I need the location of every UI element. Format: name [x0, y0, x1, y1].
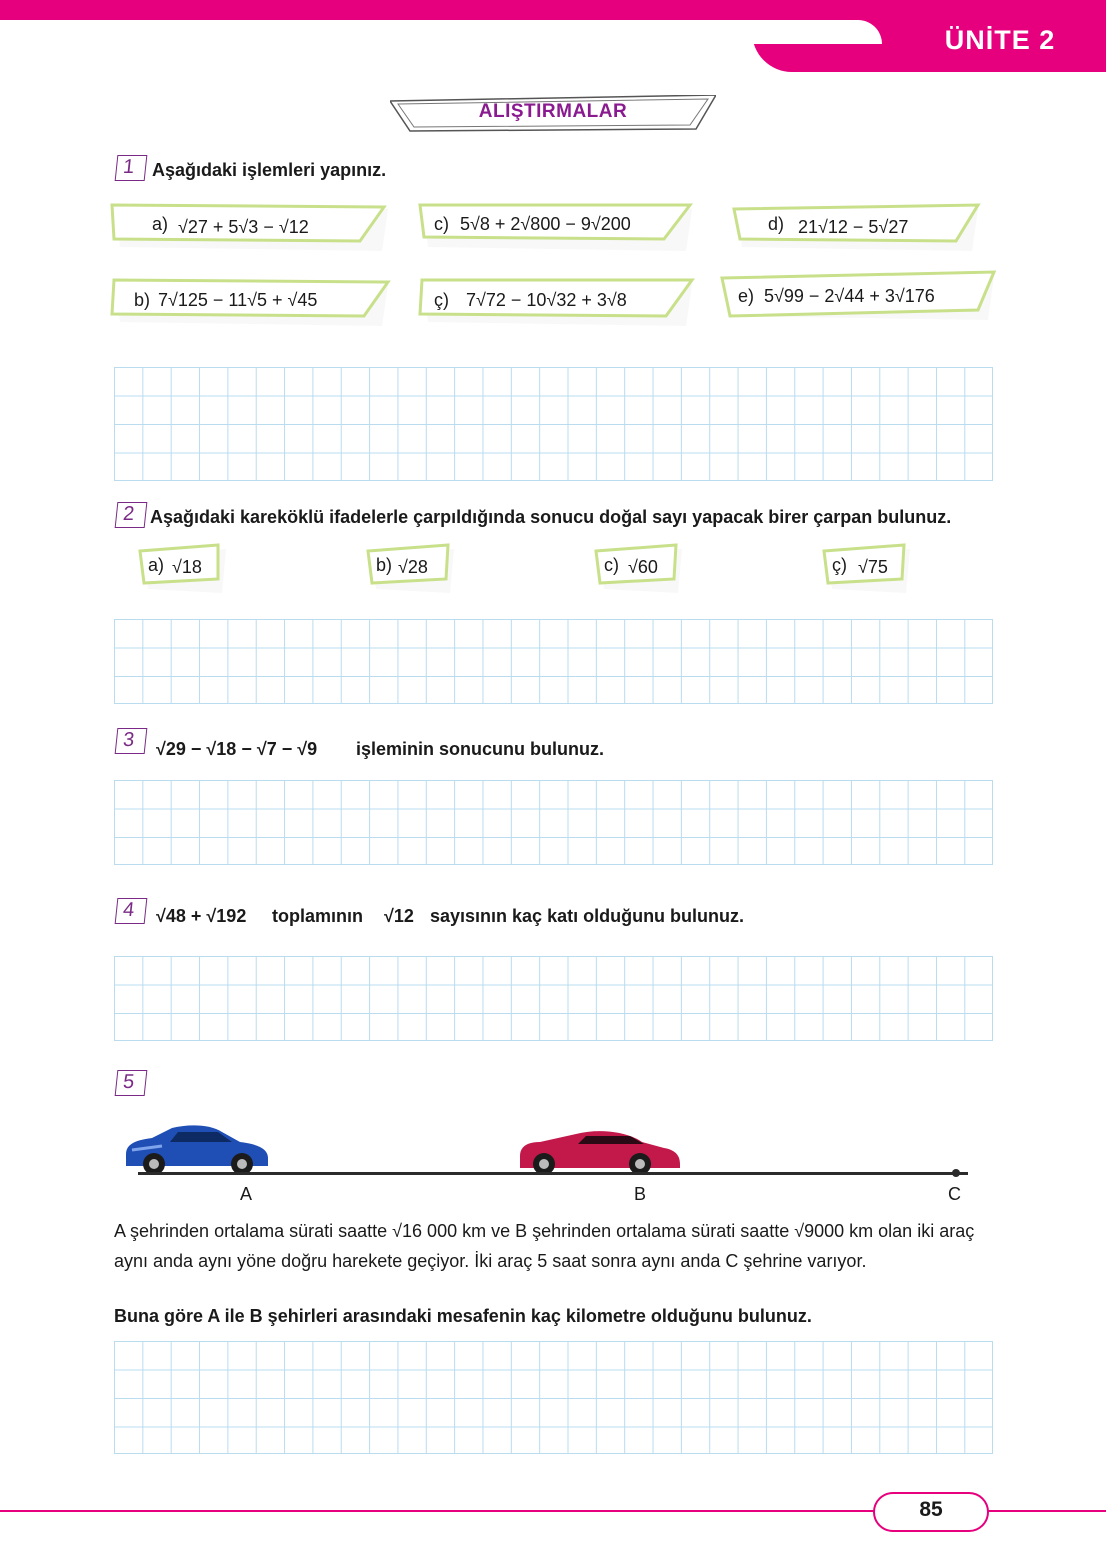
q1-label-d: d) — [768, 214, 785, 234]
answer-grid-3[interactable] — [114, 780, 993, 865]
page-number: 85 — [919, 1498, 943, 1521]
q2-card-a — [140, 545, 226, 583]
point-b-label: B — [634, 1184, 647, 1204]
point-a-label: A — [240, 1184, 253, 1204]
q1-label-c: c) — [434, 214, 449, 234]
q2-label-cc: ç) — [832, 555, 847, 575]
q2-card-c — [596, 545, 682, 583]
red-car-icon — [516, 1128, 682, 1176]
question-number-3: 3 — [115, 728, 148, 754]
q2-label-c: c) — [604, 555, 619, 575]
q1-label-e: e) — [738, 286, 755, 306]
question-4-expression: √48 + √192 — [156, 906, 247, 926]
question-4-expression-2: √12 — [384, 906, 414, 926]
blue-car-icon — [122, 1124, 272, 1176]
q1-card-c — [420, 205, 692, 243]
q2-expr-c: √60 — [628, 557, 658, 577]
q2-card-b — [368, 545, 454, 583]
q1-card-b — [112, 280, 388, 318]
question-3-expression: √29 − √18 − √7 − √9 — [156, 739, 318, 759]
banner-title: ALIŞTIRMALAR — [478, 101, 628, 122]
point-c-label: C — [948, 1184, 961, 1204]
answer-grid-5[interactable] — [114, 1341, 993, 1454]
q1-expr-d: 21√12 − 5√27 — [798, 217, 909, 237]
question-4-text-1: toplamının — [272, 906, 363, 926]
q1-label-cc: ç) — [434, 290, 449, 310]
q1-label-b: b) — [134, 290, 151, 310]
q2-card-cc — [824, 545, 910, 583]
answer-grid-2[interactable] — [114, 619, 993, 704]
question-number-2: 2 — [115, 502, 148, 528]
q1-expr-c: 5√8 + 2√800 − 9√200 — [460, 214, 631, 234]
q2-expr-a: √18 — [172, 557, 202, 577]
q1-expr-e: 5√99 − 2√44 + 3√176 — [764, 286, 935, 306]
q2-label-a: a) — [148, 555, 165, 575]
section-banner — [390, 95, 716, 133]
question-5-question: Buna göre A ile B şehirleri arasındaki mesafenin kaç kilometre olduğunu bulunuz. — [114, 1306, 812, 1326]
q1-card-d — [734, 205, 978, 243]
question-number-4: 4 — [115, 898, 148, 924]
q1-card-cc — [420, 280, 692, 318]
question-4-text-2: sayısının kaç katı olduğunu bulunuz. — [430, 906, 745, 926]
answer-grid-1[interactable] — [114, 367, 993, 481]
answer-grid-4[interactable] — [114, 956, 993, 1041]
question-number-5: 5 — [115, 1070, 148, 1096]
q2-label-b: b) — [376, 555, 393, 575]
unit-tab-notch — [752, 20, 882, 44]
unit-title: ÜNİTE 2 — [944, 25, 1056, 55]
question-2-instruction: Aşağıdaki kareköklü ifadelerle çarpıldığında sonucu doğal sayı yapacak birer çarpan bulunuz. — [150, 507, 952, 527]
q1-expr-cc: 7√72 − 10√32 + 3√8 — [466, 290, 627, 310]
road-line — [138, 1172, 968, 1175]
q1-expr-a: √27 + 5√3 − √12 — [178, 217, 309, 237]
point-c-dot — [952, 1169, 960, 1177]
q1-label-a: a) — [152, 214, 169, 234]
q2-expr-b: √28 — [398, 557, 428, 577]
question-5-paragraph: A şehrinden ortalama sürati saatte √16 000 km ve B şehrinden ortalama sürati saatte √9000 km olan iki araç aynı anda aynı yöne doğru harekete geçiyor. İki araç 5 saat sonra aynı anda C şehrine varıyor. — [114, 1221, 975, 1271]
q2-expr-cc: √75 — [858, 557, 888, 577]
question-number-1: 1 — [115, 155, 148, 181]
q1-expr-b: 7√125 − 11√5 + √45 — [158, 290, 318, 310]
question-3-instruction: işleminin sonucunu bulunuz. — [356, 739, 604, 759]
question-1-instruction: Aşağıdaki işlemleri yapınız. — [152, 160, 387, 180]
q1-card-a — [112, 205, 388, 243]
q1-card-e — [722, 272, 994, 310]
